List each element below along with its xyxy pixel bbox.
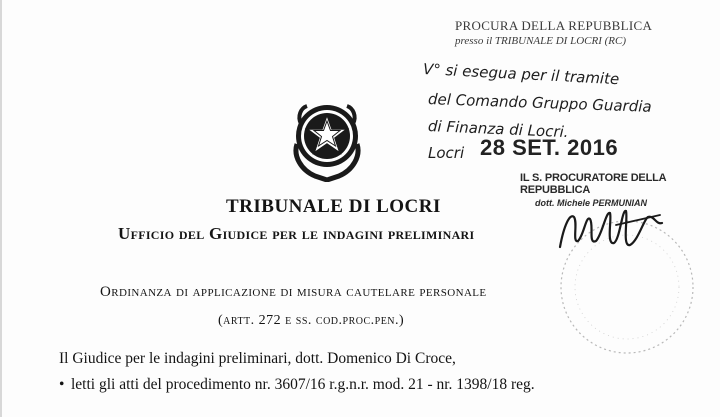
bullet-icon: •: [59, 376, 65, 393]
date-stamp: 28 SET. 2016: [480, 135, 619, 160]
signature-icon: [556, 205, 666, 255]
procura-stamp: [455, 18, 665, 47]
article-reference: (artt. 272 e ss. cod.proc.pen.): [218, 313, 405, 328]
procuratore-stamp-line2: dott. Michele PERMUNIAN: [535, 198, 648, 208]
procuratore-stamp-line1: IL S. PROCURATORE DELLA REPUBBLICA: [520, 172, 666, 196]
bullet-text: letti gli atti del procedimento nr. 3607/16 r.g.n.r. mod. 21 - nr. 1398/18 reg.: [71, 376, 535, 393]
procura-stamp-line1: PROCURA DELLA REPUBBLICA: [455, 18, 653, 33]
handwritten-note-line3: di Finanza di Locri.: [427, 117, 569, 142]
body-paragraph: Il Giudice per le indagini preliminari, dott. Domenico Di Croce,: [59, 350, 456, 367]
office-subtitle: Ufficio del Giudice per le indagini preliminari: [118, 224, 475, 243]
republic-emblem-icon: [287, 96, 367, 182]
procura-stamp-line2: presso il TRIBUNALE DI LOCRI (RC): [455, 35, 627, 47]
ordinance-heading: Ordinanza di applicazione di misura cautelare personale: [100, 284, 487, 300]
procuratore-stamp: [520, 172, 700, 208]
court-title: TRIBUNALE DI LOCRI: [226, 196, 441, 217]
handwritten-note-line4: Locri: [428, 144, 465, 162]
handwritten-note-line1: V° si esegua per il tramite: [422, 60, 620, 89]
handwritten-note-line2: del Comando Gruppo Guardia: [427, 90, 652, 116]
page-left-edge: [0, 0, 2, 417]
body-bullet-item: [59, 376, 535, 394]
